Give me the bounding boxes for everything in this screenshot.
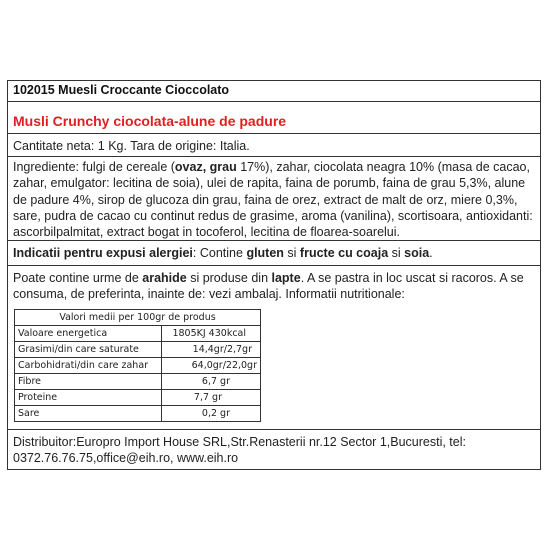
storage-text: si produse din [186,271,272,285]
allergen-heading: Indicatii pentru expusi alergiei [13,246,193,260]
product-label [7,80,541,470]
allergen-soy: soia [404,246,430,260]
trace-milk: lapte [271,271,301,285]
table-row [15,342,261,358]
allergen-gluten: gluten [246,246,284,260]
allergen-text: si [283,246,300,260]
distributor-info: Distribuitor:Europro Import House SRL,Str.Renasterii nr.12 Sector 1,Bucuresti, tel: 0372.76.76.75,office@eih.ro, www.eih.ro [13,435,466,465]
nutrition-header: Valori medii per 100gr de produs [15,310,261,326]
nutrient-value: 1805KJ 430kcal [162,326,261,342]
allergen-nuts: fructe cu coaja [299,246,389,260]
nutrient-value: 14,4gr/2,7gr [162,342,261,358]
ingredients-text [8,159,540,240]
table-row [15,390,261,406]
divider [8,156,540,157]
nutrient-value: 6,7 gr [162,374,261,390]
nutrient-name: Proteine [15,390,162,406]
divider [8,240,540,241]
storage-info [8,270,540,303]
storage-text: . A se pastra in loc uscat si racoros. A se consuma, de preferinta, inainte de: vezi ambalaj. Informatii nutritionale: [13,271,524,302]
nutrient-value: 7,7 gr [162,390,261,406]
trace-peanuts: arahide [142,271,187,285]
divider [8,429,540,430]
nutrient-name: Grasimi/din care saturate [15,342,162,358]
nutrient-name: Sare [15,406,162,422]
nutrient-value: 0,2 gr [162,406,261,422]
ingredients-allergen-cereals: ovaz, grau [174,160,237,174]
nutrient-name: Fibre [15,374,162,390]
allergen-text: si [388,246,405,260]
ingredients-body: 17%), zahar, ciocolata neagra 10% (masa de cacao, zahar, emulgator: lecitina de soia), ulei de rapita, faina de porumb, faina de grau 5,3%, alune de padure 4%, sirop de glucoza din grau, faina de orez, extract de malt de orz, miere 0,3%, sare, pudra de cacao cu continut redus de grasime, aroma (vanilina), scortisoara, antioxidanti: ascorbilpalmitat, extract bogat in tocoferol, lecitina de floarea-soarelui. [13,160,533,240]
product-name: Musli Crunchy ciocolata-alune de padure [13,113,287,129]
nutrient-name: Carbohidrati/din care zahar [15,358,162,374]
allergen-info [8,244,540,264]
table-row [15,406,261,422]
allergen-text: : Contine [192,246,247,260]
table-row [15,358,261,374]
divider [8,265,540,266]
storage-text: Poate contine urme de [13,271,143,285]
divider [8,101,540,102]
divider [8,133,540,134]
ingredients-prefix: Ingrediente: fulgi de cereale ( [13,160,175,174]
nutrient-value: 64,0gr/22,0gr [162,358,261,374]
table-row [15,374,261,390]
table-row [15,326,261,342]
product-code-title: 102015 Muesli Croccante Cioccolato [13,83,230,97]
allergen-text: . [429,246,433,260]
nutrient-name: Valoare energetica [15,326,162,342]
quantity-origin: Cantitate neta: 1 Kg. Tara de origine: Italia. [13,139,250,153]
nutrition-table [14,309,261,422]
